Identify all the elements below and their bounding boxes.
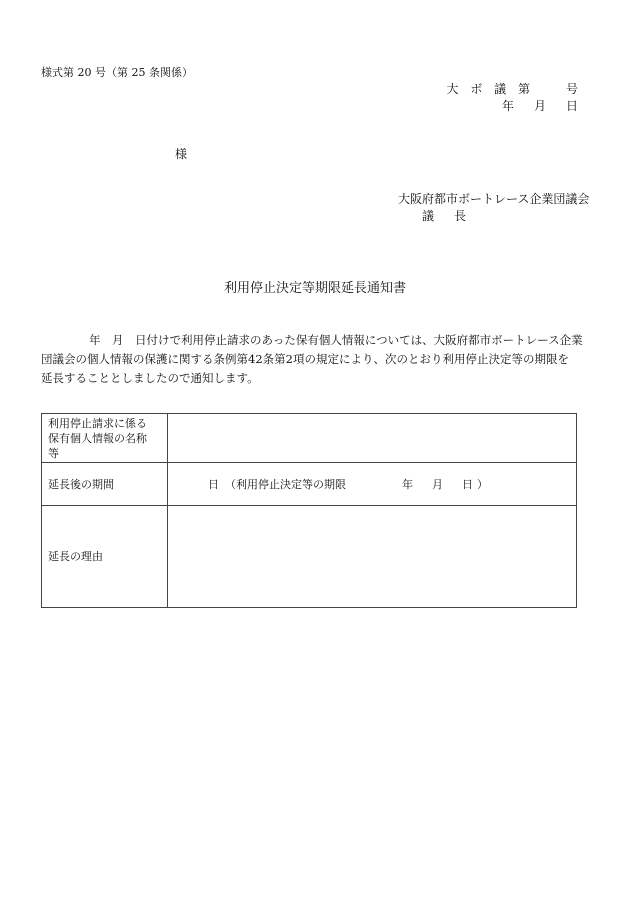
body-paragraph [41,331,589,388]
info-name-label-line: 利用停止請求に係る [48,416,147,430]
document-title: 利用停止決定等期限延長通知書 [223,281,406,296]
form-number: 様式第 20 号（第 25 条関係） [41,66,193,79]
extended-period-label: 延長後の期間 [42,463,168,506]
sender-title: 議 長 [422,209,471,223]
addressee-honorific: 様 [175,147,188,161]
info-name-label-line: 保有個人情報の名称 [48,431,147,445]
document-date: 年 月 日 [501,99,582,113]
body-line: 団議会の個人情報の保護に関する条例第42条第2項の規定により、次のとおり利用停止決定等の期限を [41,352,569,366]
extension-reason-value[interactable] [168,506,577,608]
table-row-info-name [42,414,577,463]
document-number: 大 ボ 議 第 号 [446,82,582,96]
sender-organization: 大阪府都市ボートレース企業団議会 [398,192,590,206]
extension-reason-label: 延長の理由 [42,506,168,608]
info-name-value[interactable] [168,414,577,463]
table-row-extension-reason [42,506,577,608]
period-deadline-label: （利用停止決定等の期限 [225,478,346,491]
notice-table [41,413,577,608]
body-line: 年 月 日付けで利用停止請求のあった保有個人情報については、大阪府都市ボートレース企業 [89,333,583,347]
info-name-label [42,414,168,463]
info-name-label-line: 等 [48,446,59,460]
period-day: 日 [208,478,219,491]
body-line: 延長することとしましたので通知します。 [41,371,259,385]
table-row-extended-period [42,463,577,506]
period-deadline-date: 年 月 日） [402,478,492,491]
extended-period-value[interactable] [168,463,577,506]
